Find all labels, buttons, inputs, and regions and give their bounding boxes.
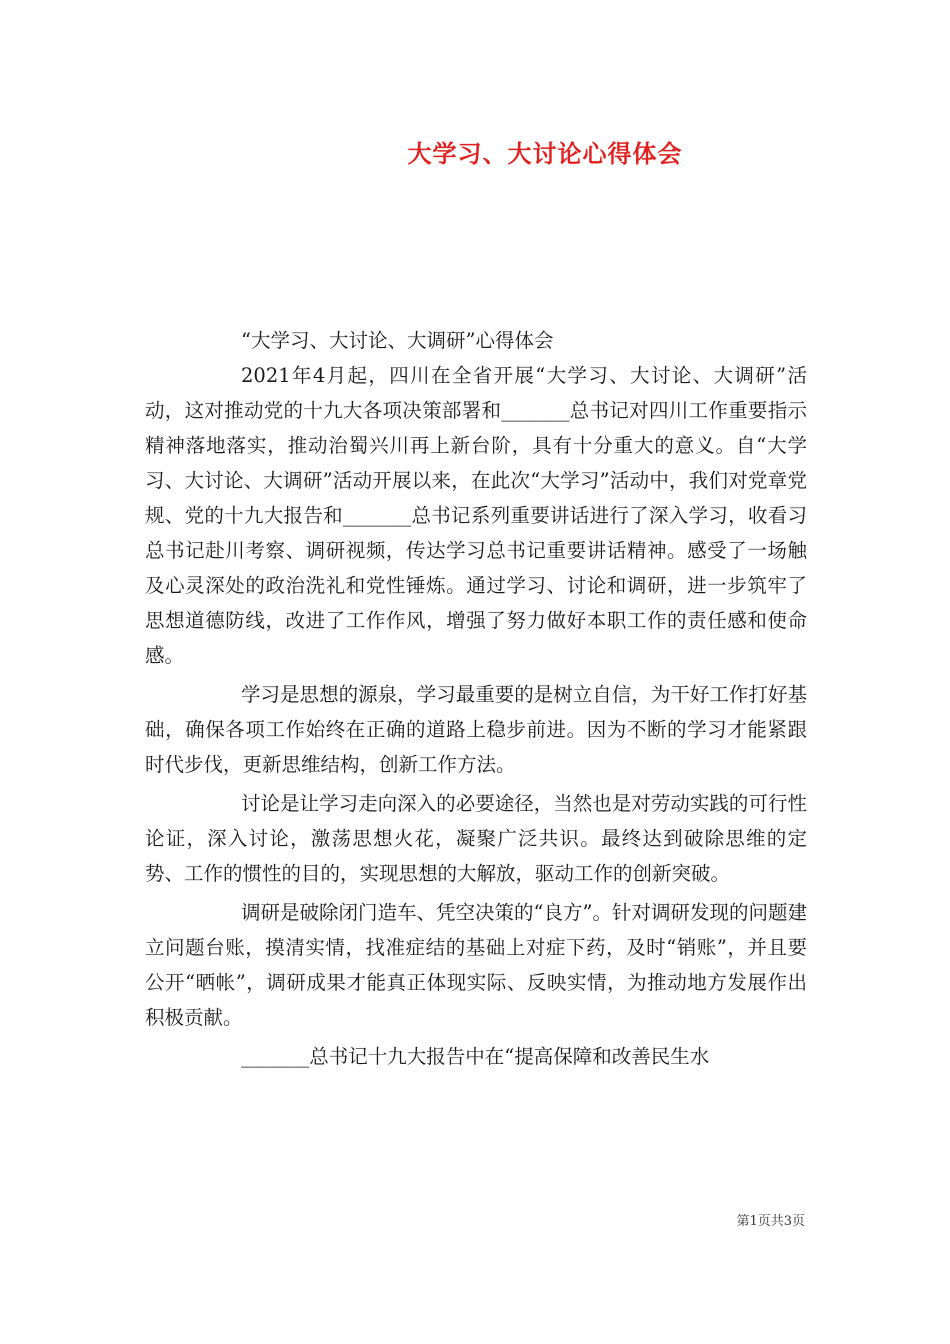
- paragraph-discussion: 讨论是让学习走向深入的必要途径，当然也是对劳动实践的可行性论证，深入讨论，激荡思想火花，凝聚广泛共识。最终达到破除思维的定势、工作的惯性的目的，实现思想的大解放，驱动工作的创新突破。: [145, 792, 807, 885]
- document-body: [145, 323, 807, 1074]
- paragraph-report: _______总书记十九大报告中在“提高保障和改善民生水: [241, 1045, 710, 1068]
- paragraph-study: 学习是思想的源泉，学习最重要的是树立自信，为干好工作打好基础，确保各项工作始终在正确的道路上稳步前进。因为不断的学习才能紧跟时代步伐，更新思维结构，创新工作方法。: [145, 683, 807, 776]
- paragraph-intro: 2021年4月起，四川在全省开展“大学习、大讨论、大调研”活动，这对推动党的十九大各项决策部署和_______总书记对四川工作重要指示精神落地落实，推动治蜀兴川再上新台阶，具有十分重大的意义。自“大学习、大讨论、大调研”活动开展以来，在此次“大学习”活动中，我们对党章党规、党的十九大报告和_______总书记系列重要讲话进行了深入学习，收看习总书记赴川考察、调研视频，传达学习总书记重要讲话精神。感受了一场触及心灵深处的政治洗礼和党性锤炼。通过学习、讨论和调研，进一步筑牢了思想道德防线，改进了工作作风，增强了努力做好本职工作的责任感和使命感。: [145, 364, 807, 667]
- page-number: 第1页共3页: [736, 1214, 805, 1229]
- document-title: 大学习、大讨论心得体会: [407, 139, 683, 168]
- paragraph-subtitle: “大学习、大讨论、大调研”心得体会: [241, 329, 554, 352]
- paragraph-research: 调研是破除闭门造车、凭空决策的“良方”。针对调研发现的问题建立问题台账，摸清实情，找准症结的基础上对症下药，及时“销账”，并且要公开“晒帐”，调研成果才能真正体现实际、反映实情，为推动地方发展作出积极贡献。: [145, 901, 807, 1029]
